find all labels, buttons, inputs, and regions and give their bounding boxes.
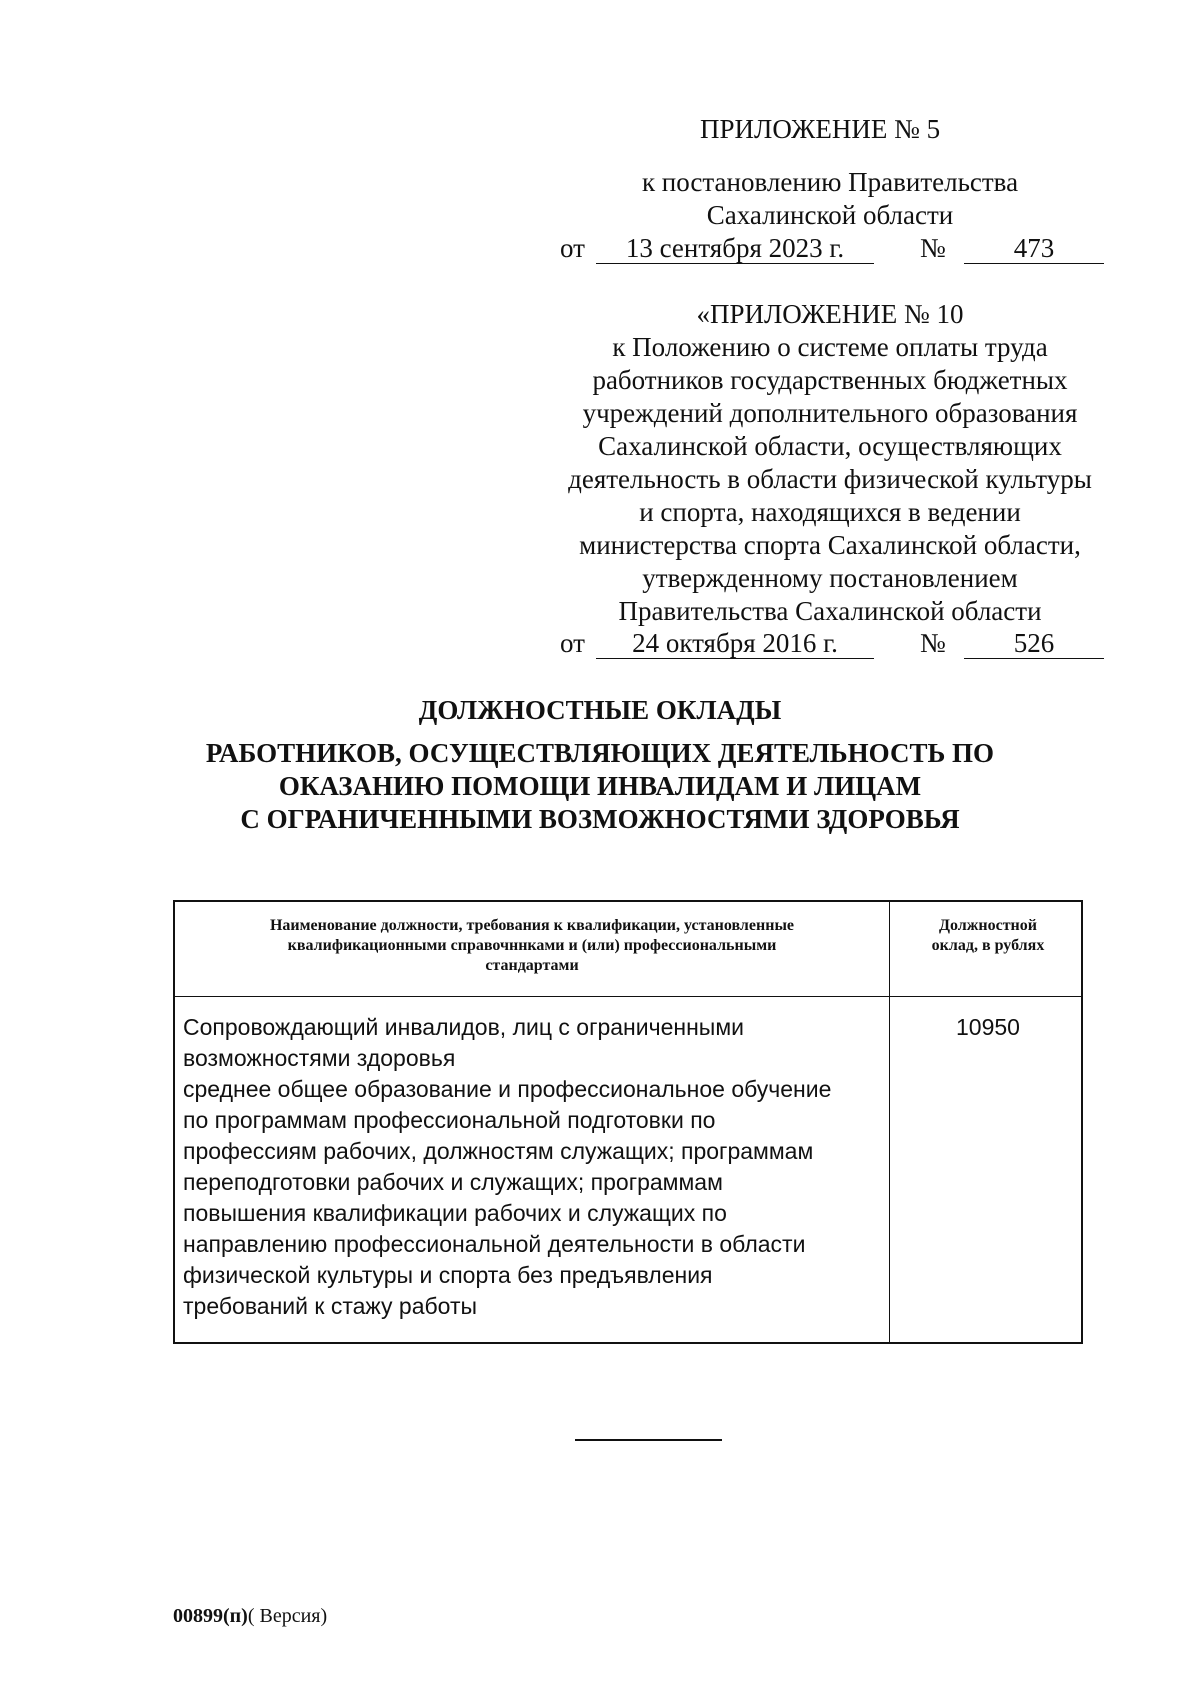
position-line: среднее общее образование и профессиональное обучение xyxy=(183,1076,832,1102)
appendix10-line: деятельность в области физической культуры xyxy=(568,464,1092,494)
appendix5-title: ПРИЛОЖЕНИЕ № 5 xyxy=(700,114,941,144)
appendix10-line: «ПРИЛОЖЕНИЕ № 10 xyxy=(696,299,964,329)
header-line: Должностной xyxy=(939,917,1037,934)
table-row-position xyxy=(183,1012,887,1322)
appendix10-line: утвержденному постановлением xyxy=(642,563,1018,593)
subtitle-line: С ОГРАНИЧЕННЫМИ ВОЗМОЖНОСТЯМИ ЗДОРОВЬЯ xyxy=(240,804,960,834)
column-header-position xyxy=(185,916,879,976)
column-divider xyxy=(889,902,890,1342)
appendix10-line: Сахалинской области, осуществляющих xyxy=(598,431,1062,461)
position-line: направлению профессиональной деятельности в области xyxy=(183,1231,806,1257)
position-line: требований к стажу работы xyxy=(183,1293,478,1319)
position-line: переподготовки рабочих и служащих; программам xyxy=(183,1169,723,1195)
appendix5-text xyxy=(540,166,1120,232)
footer-code xyxy=(173,1604,327,1628)
table-row-salary: 10950 xyxy=(956,1014,1020,1040)
document-subtitle xyxy=(150,737,1050,836)
regulation-number: 526 xyxy=(964,626,1104,659)
appendix10-line: и спорта, находящихся в ведении xyxy=(639,497,1021,527)
position-line: возможностями здоровья xyxy=(183,1045,456,1071)
position-line: профессиям рабочих, должностям служащих; программам xyxy=(183,1138,814,1164)
position-line: физической культуры и спорта без предъявления xyxy=(183,1262,713,1288)
end-separator xyxy=(575,1439,722,1441)
appendix5-line: к постановлению Правительства xyxy=(641,167,1019,197)
appendix5-reference xyxy=(560,231,1120,265)
decree-date: 13 сентября 2023 г. xyxy=(596,231,874,264)
from-label: от xyxy=(560,233,585,263)
appendix10-line: учреждений дополнительного образования xyxy=(582,398,1078,428)
subtitle-line: РАБОТНИКОВ, ОСУЩЕСТВЛЯЮЩИХ ДЕЯТЕЛЬНОСТЬ ПО xyxy=(205,738,995,768)
header-line: стандартами xyxy=(485,957,579,974)
regulation-date: 24 октября 2016 г. xyxy=(596,626,874,659)
appendix5-line: Сахалинской области xyxy=(706,200,954,230)
appendix10-text xyxy=(540,298,1120,628)
subtitle-line: ОКАЗАНИЮ ПОМОЩИ ИНВАЛИДАМ И ЛИЦАМ xyxy=(278,771,922,801)
appendix10-line: министерства спорта Сахалинской области, xyxy=(579,530,1081,560)
document-title: ДОЛЖНОСТНЫЕ ОКЛАДЫ xyxy=(418,695,782,725)
header-line: Наименование должности, требования к квалификации, установленные xyxy=(269,917,795,934)
salary-table xyxy=(173,900,1083,1344)
document-code: 00899(п) xyxy=(173,1605,248,1627)
position-line: Сопровождающий инвалидов, лиц с ограниченными xyxy=(183,1014,744,1040)
appendix10-reference xyxy=(560,626,1120,660)
column-header-salary xyxy=(895,916,1081,956)
position-line: повышения квалификации рабочих и служащих по xyxy=(183,1200,727,1226)
number-label: № xyxy=(920,628,946,658)
document-version: ( Версия) xyxy=(247,1605,328,1627)
appendix10-line: Правительства Сахалинской области xyxy=(618,596,1042,626)
decree-number: 473 xyxy=(964,231,1104,264)
header-line: оклад, в рублях xyxy=(931,937,1045,954)
appendix10-line: к Положению о системе оплаты труда xyxy=(612,332,1048,362)
position-line: по программам профессиональной подготовки по xyxy=(183,1107,716,1133)
number-label: № xyxy=(920,233,946,263)
header-divider xyxy=(175,996,1081,997)
header-line: квалификационными справочннками и (или) профессиональными xyxy=(287,937,777,954)
from-label: от xyxy=(560,628,585,658)
appendix10-line: работников государственных бюджетных xyxy=(592,365,1068,395)
